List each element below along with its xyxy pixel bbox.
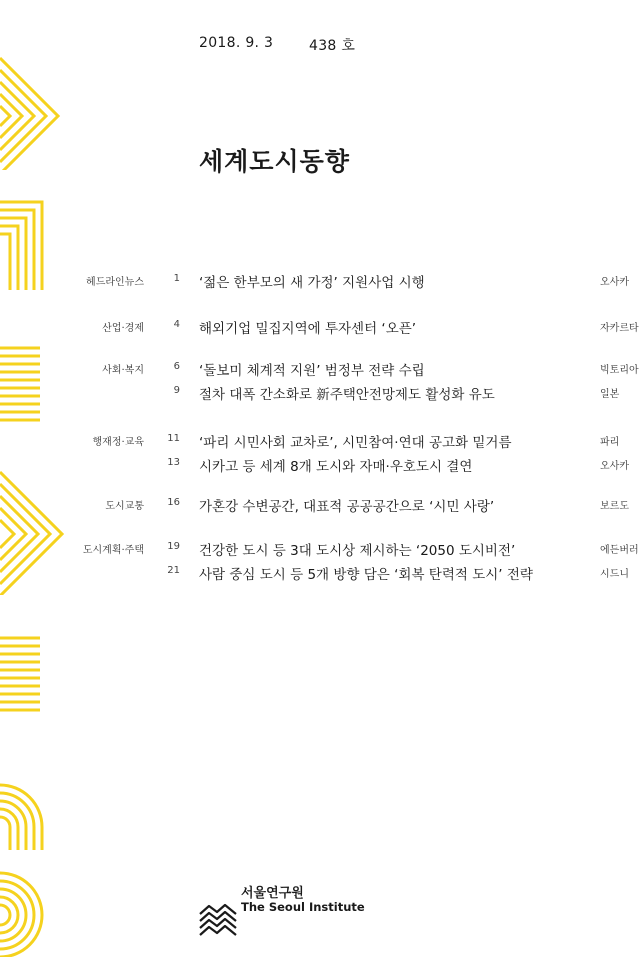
toc-row[interactable] [0,562,640,586]
toc-row[interactable] [0,358,640,382]
toc-category: 사회·복지 [102,365,144,376]
toc-page-number: 21 [167,565,180,576]
page-title: 세계도시동향 [199,147,350,176]
toc-city: 빅토리아 [600,365,639,376]
mountain-logo-icon [199,902,237,942]
toc-page-number: 4 [173,319,180,330]
toc-page-number: 9 [173,385,180,396]
toc-section-headline [0,270,640,316]
toc-page-number: 11 [167,433,180,444]
toc-page-number: 6 [173,361,180,372]
publisher-logo [199,880,399,950]
toc-city: 시드니 [600,569,629,580]
toc-category: 행재정·교육 [92,437,144,448]
toc-row[interactable] [0,270,640,294]
toc-section-administration [0,430,640,494]
toc-city: 오사카 [600,277,629,288]
toc-headline[interactable]: 시카고 등 세계 8개 도시와 자매·우호도시 결연 [199,459,473,475]
toc-section-welfare [0,358,640,430]
toc-headline[interactable]: ‘파리 시민사회 교차로’, 시민참여·연대 공고화 밑거름 [199,435,512,451]
toc-headline[interactable]: ‘돌보미 체계적 지원’ 범정부 전략 수립 [199,363,425,379]
publisher-name-english: The Seoul Institute [241,900,365,914]
toc-category: 헤드라인뉴스 [86,277,144,288]
publisher-name-korean: 서울연구원 [241,886,304,901]
toc-city: 파리 [600,437,620,448]
issue-number: 438 호 [309,38,356,54]
toc-headline[interactable]: 해외기업 밀집지역에 투자센터 ‘오픈’ [199,321,417,337]
toc-city: 자카르타 [600,323,639,334]
toc-headline[interactable]: ‘젊은 한부모의 새 가정’ 지원사업 시행 [199,275,425,291]
toc-section-planning [0,538,640,586]
toc-headline[interactable]: 건강한 도시 등 3대 도시상 제시하는 ‘2050 도시비전’ [199,543,516,559]
toc-section-economy [0,316,640,358]
toc-headline[interactable]: 사람 중심 도시 등 5개 방향 담은 ‘회복 탄력적 도시’ 전략 [199,567,533,583]
toc-city: 오사카 [600,461,629,472]
toc-row[interactable] [0,430,640,454]
toc-section-transport [0,494,640,538]
toc-category: 산업·경제 [102,323,144,334]
toc-page-number: 13 [167,457,180,468]
toc-page-number: 16 [167,497,180,508]
toc-row[interactable] [0,494,640,518]
toc-category: 도시교통 [105,501,144,512]
issue-date: 2018. 9. 3 [199,35,274,51]
table-of-contents [0,270,640,586]
toc-row[interactable] [0,538,640,562]
toc-row[interactable] [0,454,640,478]
toc-headline[interactable]: 절차 대폭 간소화로 新주택안전망제도 활성화 유도 [199,387,495,403]
toc-city: 일본 [600,389,620,400]
toc-row[interactable] [0,382,640,406]
toc-headline[interactable]: 가혼강 수변공간, 대표적 공공공간으로 ‘시민 사랑’ [199,499,495,515]
toc-row[interactable] [0,316,640,340]
toc-page-number: 19 [167,541,180,552]
toc-page-number: 1 [173,273,180,284]
toc-category: 도시계획·주택 [82,545,144,556]
toc-city: 에든버러 [600,545,639,556]
toc-city: 보르도 [600,501,629,512]
issue-info [199,35,356,54]
